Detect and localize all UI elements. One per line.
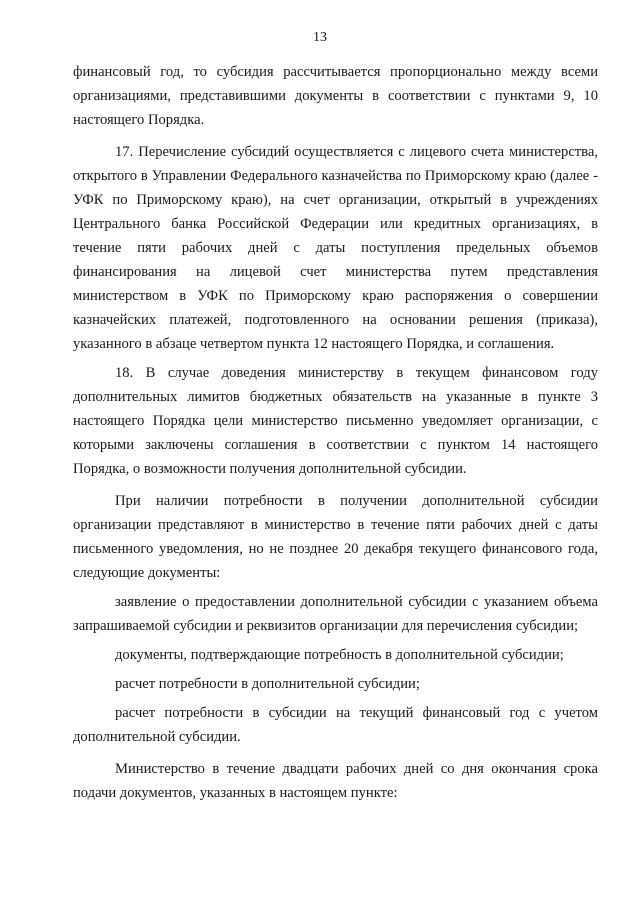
paragraph: 17. Перечисление субсидий осуществляется с лицевого счета министерства, открытого в Управлении Федерального казначейства по Приморскому краю (далее - УФК по Приморскому краю), на счет организации, открытый в учреждениях Центрального банка Российской Федерации или кредитных организациях, в течение пяти рабочих дней с даты поступления предельных объемов финансирования на лицевой счет министерства путем представления министерством в УФК по Приморскому краю распоряжения о совершении казначейских платежей, подготовленного на основании решения (приказа), указанного в абзаце четвертом пункта 12 настоящего Порядка, и соглашения.	[73, 144, 598, 352]
paragraph: 18. В случае доведения министерству в текущем финансовом году дополнительных лимитов бюджетных обязательств на указанные в пункте 3 настоящего Порядка цели министерство письменно уведомляет организации, с которыми заключены соглашения в соответствии с пунктом 14 настоящего Порядка, о возможности получения дополнительной субсидии.	[73, 365, 598, 477]
paragraph: заявление о предоставлении дополнительной субсидии с указанием объема запрашиваемой субсидии и реквизитов организации для перечисления субсидии;	[73, 594, 598, 634]
paragraph: расчет потребности в субсидии на текущий финансовый год с учетом дополнительной субсидии.	[73, 705, 598, 745]
paragraph: При наличии потребности в получении дополнительной субсидии организации представляют в министерство в течение пяти рабочих дней с даты письменного уведомления, но не позднее 20 декабря текущего финансового года, следующие документы:	[73, 493, 598, 581]
document-body	[73, 60, 598, 805]
paragraph: Министерство в течение двадцати рабочих дней со дня окончания срока подачи документов, указанных в настоящем пункте:	[73, 761, 598, 801]
paragraph: документы, подтверждающие потребность в дополнительной субсидии;	[115, 647, 564, 663]
page-number: 13	[313, 30, 327, 45]
paragraph: расчет потребности в дополнительной субсидии;	[115, 676, 420, 692]
paragraph: финансовый год, то субсидия рассчитывается пропорционально между всеми организациями, представившими документы в соответствии с пунктами 9, 10 настоящего Порядка.	[73, 64, 598, 128]
